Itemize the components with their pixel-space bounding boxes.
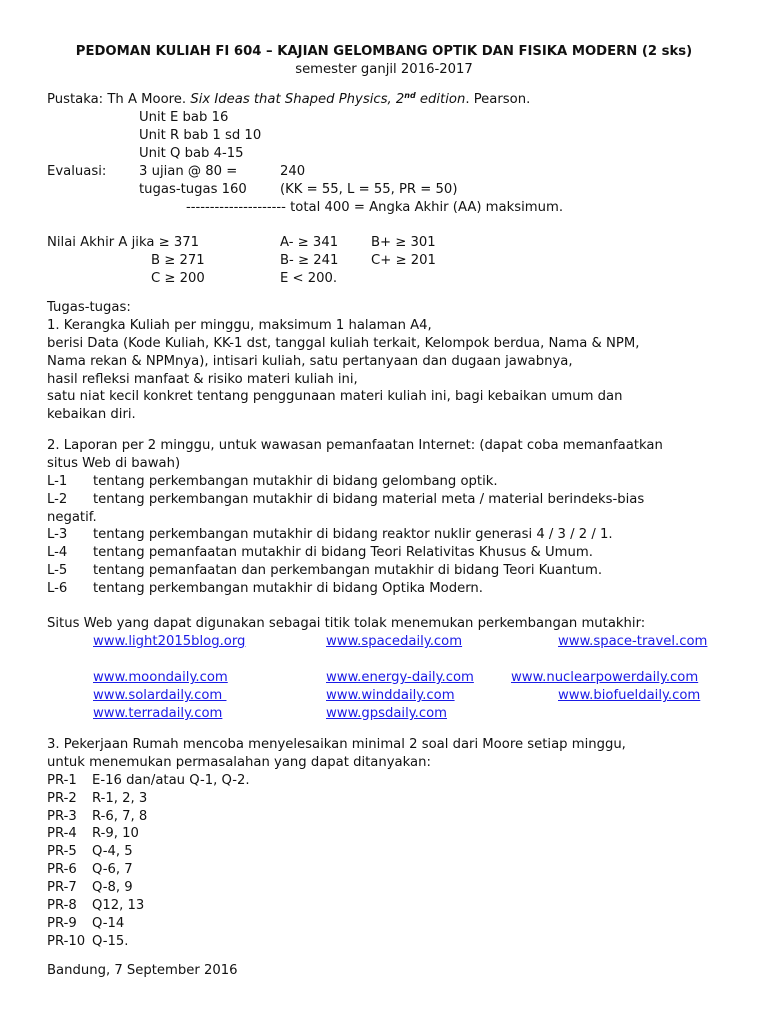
tugas-item1-line: 1. Kerangka Kuliah per minggu, maksimum 1 halaman A4, [47,317,432,333]
laporan-item [47,562,727,580]
laporan-text: tentang perkembangan mutakhir di bidang material meta / material berindeks-bias [93,491,645,507]
evaluasi-total: --------------------- total 400 = Angka Akhir (AA) maksimum. [186,200,564,215]
pr-item [47,808,727,826]
pr-item [47,772,727,790]
nilai-c-plus: C+ ≥ 201 [371,253,436,268]
pr-code: PR-9 [47,915,77,931]
laporan-code: L-1 [47,473,68,489]
evaluasi-label: Evaluasi: [47,164,107,179]
link-nuclearpowerdaily[interactable]: www.nuclearpowerdaily.com [511,670,699,685]
tugas-item1-line: berisi Data (Kode Kuliah, KK-1 dst, tanggal kuliah terkait, Kelompok berdua, Nama & NPM, [47,335,640,351]
pustaka-edition-word: edition [419,92,466,107]
nilai-b-minus: B- ≥ 241 [280,253,339,268]
pr-text: R-1, 2, 3 [92,790,148,806]
pr-item [47,790,727,808]
laporan-code: L-6 [47,581,68,597]
nilai-a-minus: A- ≥ 341 [280,235,339,250]
laporan-text: tentang pemanfaatan dan perkembangan mutakhir di bidang Teori Kuantum. [93,563,603,579]
pr-text: Q-15. [92,933,129,949]
pustaka-publisher: . Pearson. [465,92,531,107]
tugas-section [47,299,727,424]
pr-code: PR-7 [47,880,77,896]
tugas-item1-line: hasil refleksi manfaat & risiko materi kuliah ini, [47,371,358,387]
laporan-text: tentang perkembangan mutakhir di bidang Optika Modern. [93,581,483,597]
tugas-heading: Tugas-tugas: [47,300,131,315]
pr-intro-line: untuk menemukan permasalahan yang dapat ditanyakan: [47,754,431,770]
pr-item [47,861,727,879]
link-spacedaily[interactable]: www.spacedaily.com [326,634,463,649]
evaluasi-tugas-detail: (KK = 55, L = 55, PR = 50) [280,182,458,197]
pr-text: Q12, 13 [92,898,145,914]
laporan-item [47,580,727,598]
laporan-item-continuation: negatif. [47,509,97,525]
pr-item [47,933,727,951]
link-winddaily[interactable]: www.winddaily.com [326,688,455,703]
laporan-intro-line: situs Web di bawah) [47,455,181,471]
nilai-e: E < 200. [280,271,338,286]
pr-text: Q-4, 5 [92,844,133,860]
pr-text: Q-14 [92,915,125,931]
pr-text: Q-6, 7 [92,862,133,878]
link-moondaily[interactable]: www.moondaily.com [93,670,228,685]
laporan-intro-line: 2. Laporan per 2 minggu, untuk wawasan pemanfaatan Internet: (dapat coba memanfaatkan [47,438,663,453]
pustaka-label: Pustaka: [47,92,104,107]
laporan-code: L-3 [47,527,68,543]
laporan-text: tentang perkembangan mutakhir di bidang gelombang optik. [93,473,498,489]
pr-code: PR-6 [47,862,77,878]
pr-code: PR-3 [47,808,77,824]
pr-code: PR-5 [47,844,77,860]
pr-code: PR-10 [47,933,86,949]
link-solardaily[interactable]: www.solardaily.com [93,688,227,703]
evaluasi-ujian: 3 ujian @ 80 = [139,164,238,179]
tugas-item1-line: kebaikan diri. [47,407,136,423]
pustaka-author: Th A Moore. [107,92,187,107]
pr-text: E-16 dan/atau Q-1, Q-2. [92,772,250,788]
pr-item [47,843,727,861]
laporan-code: L-5 [47,563,68,579]
pr-text: Q-8, 9 [92,880,133,896]
evaluasi-tugas: tugas-tugas 160 [139,182,247,197]
place-date: Bandung, 7 September 2016 [47,963,238,978]
nilai-b-plus: B+ ≥ 301 [371,235,436,250]
pustaka-unit-e: Unit E bab 16 [139,110,229,125]
pr-code: PR-2 [47,790,77,806]
tugas-item1-line: Nama rekan & NPMnya), intisari kuliah, satu pertanyaan dan dugaan jawabnya, [47,353,573,369]
tugas-item1-line: satu niat kecil konkret tentang penggunaan materi kuliah ini, bagi kebaikan umum dan [47,389,623,405]
link-light2015blog[interactable]: www.light2015blog.org [93,634,246,649]
laporan-item [47,491,727,509]
evaluasi-ujian-value: 240 [280,164,306,179]
nilai-b: B ≥ 271 [151,253,205,268]
laporan-section [47,437,727,598]
pr-item [47,915,727,933]
nilai-c: C ≥ 200 [151,271,205,286]
pr-code: PR-1 [47,772,77,788]
pr-item [47,879,727,897]
laporan-item [47,544,727,562]
pr-section [47,736,727,951]
link-biofueldaily[interactable]: www.biofueldaily.com [558,688,701,703]
pustaka-edition-number: 2 [395,92,405,107]
nilai-a: Nilai Akhir A jika ≥ 371 [47,235,200,250]
laporan-text: tentang perkembangan mutakhir di bidang reaktor nuklir generasi 4 / 3 / 2 / 1. [93,527,613,543]
pr-code: PR-8 [47,898,77,914]
pustaka-unit-r: Unit R bab 1 sd 10 [139,128,262,143]
pustaka-book-title: Six Ideas that Shaped Physics [190,92,388,107]
laporan-code: L-4 [47,545,68,561]
laporan-text: tentang pemanfaatan mutakhir di bidang Teori Relativitas Khusus & Umum. [93,545,593,561]
pustaka-line: Pustaka: Th A Moore. Six Ideas that Shaped Physics, 2nd edition. Pearson. [47,91,531,107]
situs-heading: Situs Web yang dapat digunakan sebagai titik tolak menemukan perkembangan mutakhir: [47,616,646,631]
pustaka-edition-suffix: nd [404,91,416,100]
pr-text: R-9, 10 [92,826,139,842]
page-subtitle: semester ganjil 2016-2017 [295,62,473,77]
link-space-travel[interactable]: www.space-travel.com [558,634,708,649]
pr-text: R-6, 7, 8 [92,808,148,824]
pr-item [47,825,727,843]
link-terradaily[interactable]: www.terradaily.com [93,706,223,721]
pr-code: PR-4 [47,826,77,842]
pr-intro-line: 3. Pekerjaan Rumah mencoba menyelesaikan minimal 2 soal dari Moore setiap minggu, [47,737,626,752]
page-title: PEDOMAN KULIAH FI 604 – KAJIAN GELOMBANG OPTIK DAN FISIKA MODERN (2 sks) [75,44,693,59]
link-energy-daily[interactable]: www.energy-daily.com [326,670,474,685]
laporan-item [47,473,727,491]
laporan-item [47,526,727,544]
pustaka-unit-q: Unit Q bab 4-15 [139,146,244,161]
pr-item [47,897,727,915]
link-gpsdaily[interactable]: www.gpsdaily.com [326,706,448,721]
laporan-code: L-2 [47,491,68,507]
